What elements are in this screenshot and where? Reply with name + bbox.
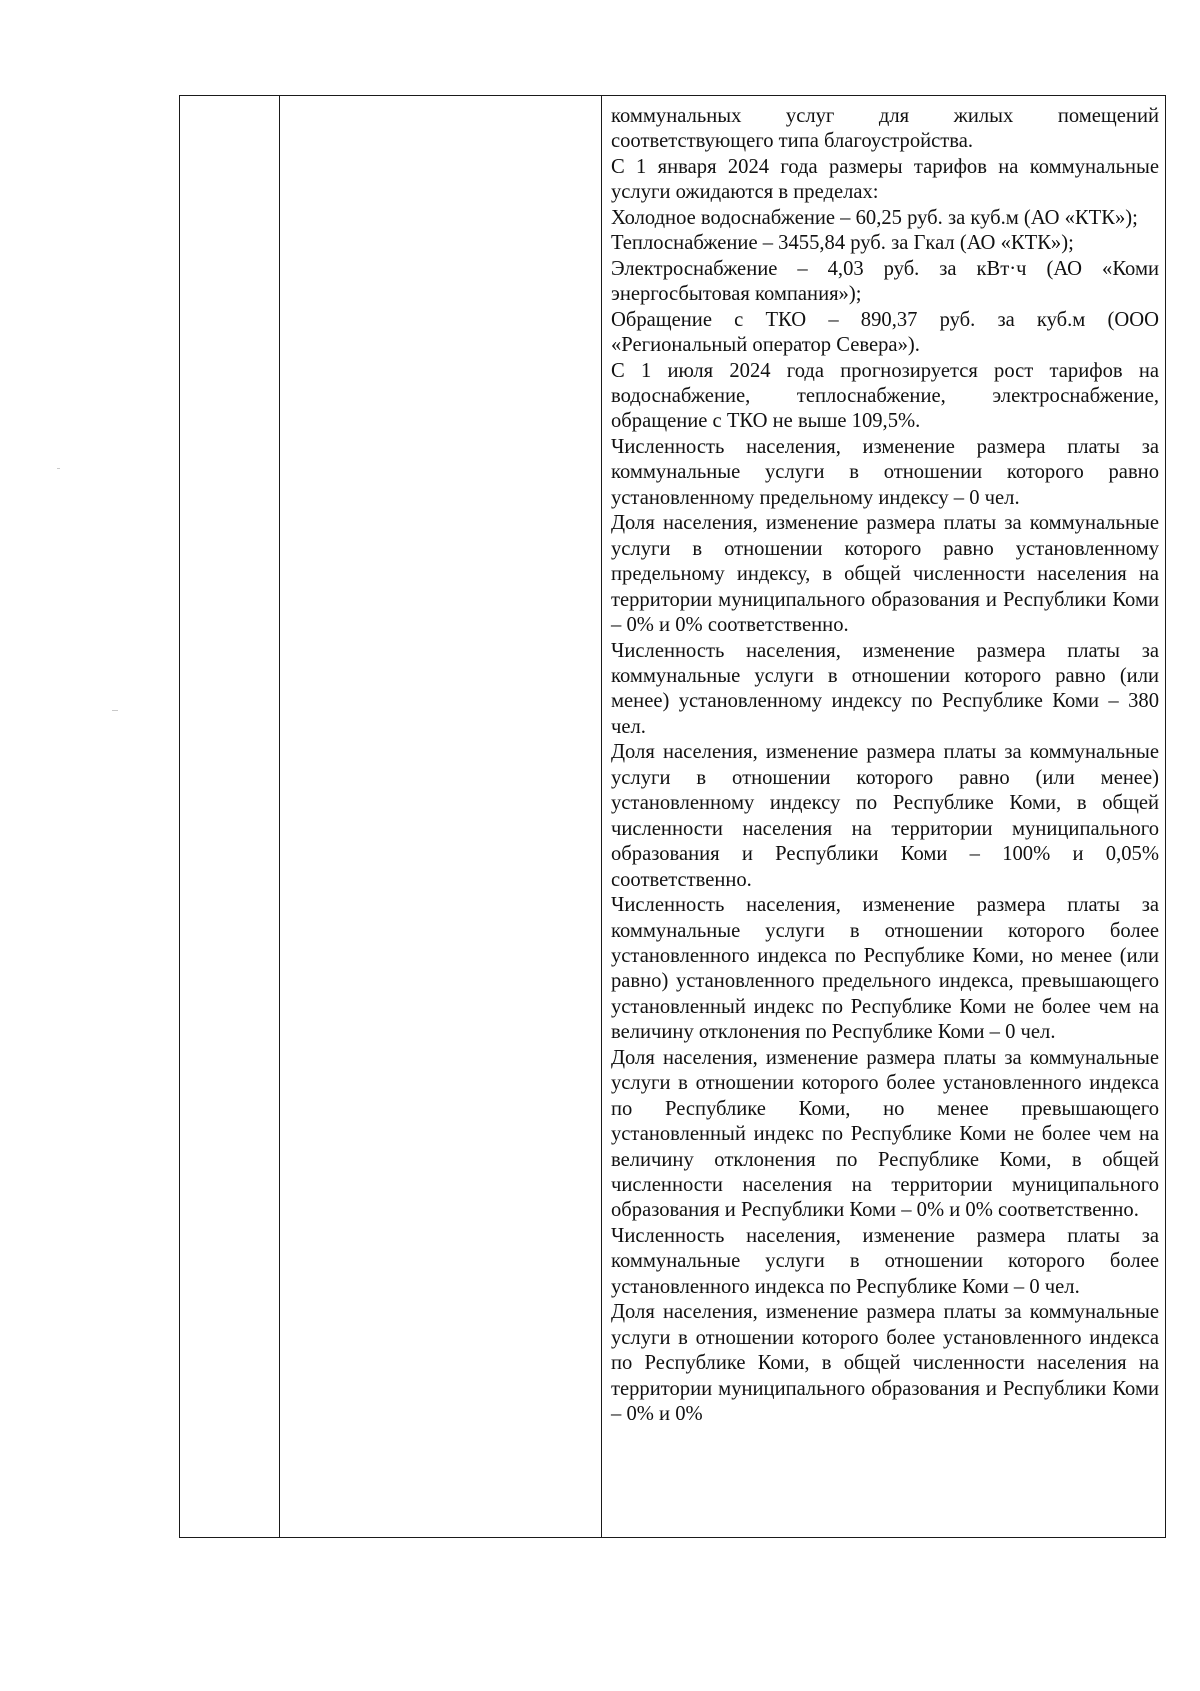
paragraph: Доля населения, изменение размера платы за коммунальные услуги в отношении которого равно (или менее) установленному индексу по Республике Коми, в общей численности населения на территории муниципального образования и Республики Коми – 100% и 0,05% соответственно. (611, 741, 1159, 891)
paragraph: Теплоснабжение – 3455,84 руб. за Гкал (АО «КТК»); (611, 232, 1074, 255)
table-column-indicator (280, 96, 602, 1537)
scan-artifact-mark (57, 468, 60, 469)
paragraph: коммунальных услуг для жилых помещений соответствующего типа благоустройства. (611, 105, 1159, 153)
paragraph: Численность населения, изменение размера платы за коммунальные услуги в отношении которого равно установленному предельному индексу – 0 чел. (611, 435, 1159, 509)
paragraph: Доля населения, изменение размера платы за коммунальные услуги в отношении которого более установленного индекса по Республике Коми, в общей численности населения на территории муниципального образования и Республики Коми – 0% и 0% (611, 1301, 1159, 1426)
paragraph: Численность населения, изменение размера платы за коммунальные услуги в отношении которого равно (или менее) установленному индексу по Республике Коми – 380 чел. (611, 639, 1159, 738)
scan-artifact-mark (112, 710, 118, 711)
table-column-number (180, 96, 280, 1537)
paragraph: Доля населения, изменение размера платы за коммунальные услуги в отношении которого равно установленному предельному индексу, в общей численности населения на территории муниципального образования и Республики Коми – 0% и 0% соответственно. (611, 512, 1159, 637)
paragraph: Численность населения, изменение размера платы за коммунальные услуги в отношении которого более установленного индекса по Республике Коми, но менее (или равно) установленного предельного индекса, превышающего установленный индекс по Республике Коми не более чем на величину отклонения по Республике Коми – 0 чел. (611, 894, 1159, 1044)
paragraph: Холодное водоснабжение – 60,25 руб. за куб.м (АО «КТК»); (611, 206, 1138, 229)
paragraph: Численность населения, изменение размера платы за коммунальные услуги в отношении которого более установленного индекса по Республике Коми – 0 чел. (611, 1224, 1159, 1298)
paragraph: Обращение с ТКО – 890,37 руб. за куб.м (ООО «Региональный оператор Севера»). (611, 308, 1159, 357)
paragraph: С 1 января 2024 года размеры тарифов на коммунальные услуги ожидаются в пределах: (611, 155, 1159, 204)
document-table (179, 95, 1166, 1538)
paragraph: Электроснабжение – 4,03 руб. за кВт·ч (АО «Коми энергосбытовая компания»); (611, 257, 1159, 306)
table-column-description (602, 96, 1165, 1537)
paragraph: С 1 июля 2024 года прогнозируется рост тарифов на водоснабжение, теплоснабжение, электроснабжение, обращение с ТКО не выше 109,5%. (611, 359, 1159, 433)
paragraph: Доля населения, изменение размера платы за коммунальные услуги в отношении которого более установленного индекса по Республике Коми, но менее превышающего установленный индекс по Республике Коми не более чем на величину отклонения по Республике Коми, в общей численности населения на территории муниципального образования и Республики Коми – 0% и 0% соответственно. (611, 1046, 1159, 1222)
